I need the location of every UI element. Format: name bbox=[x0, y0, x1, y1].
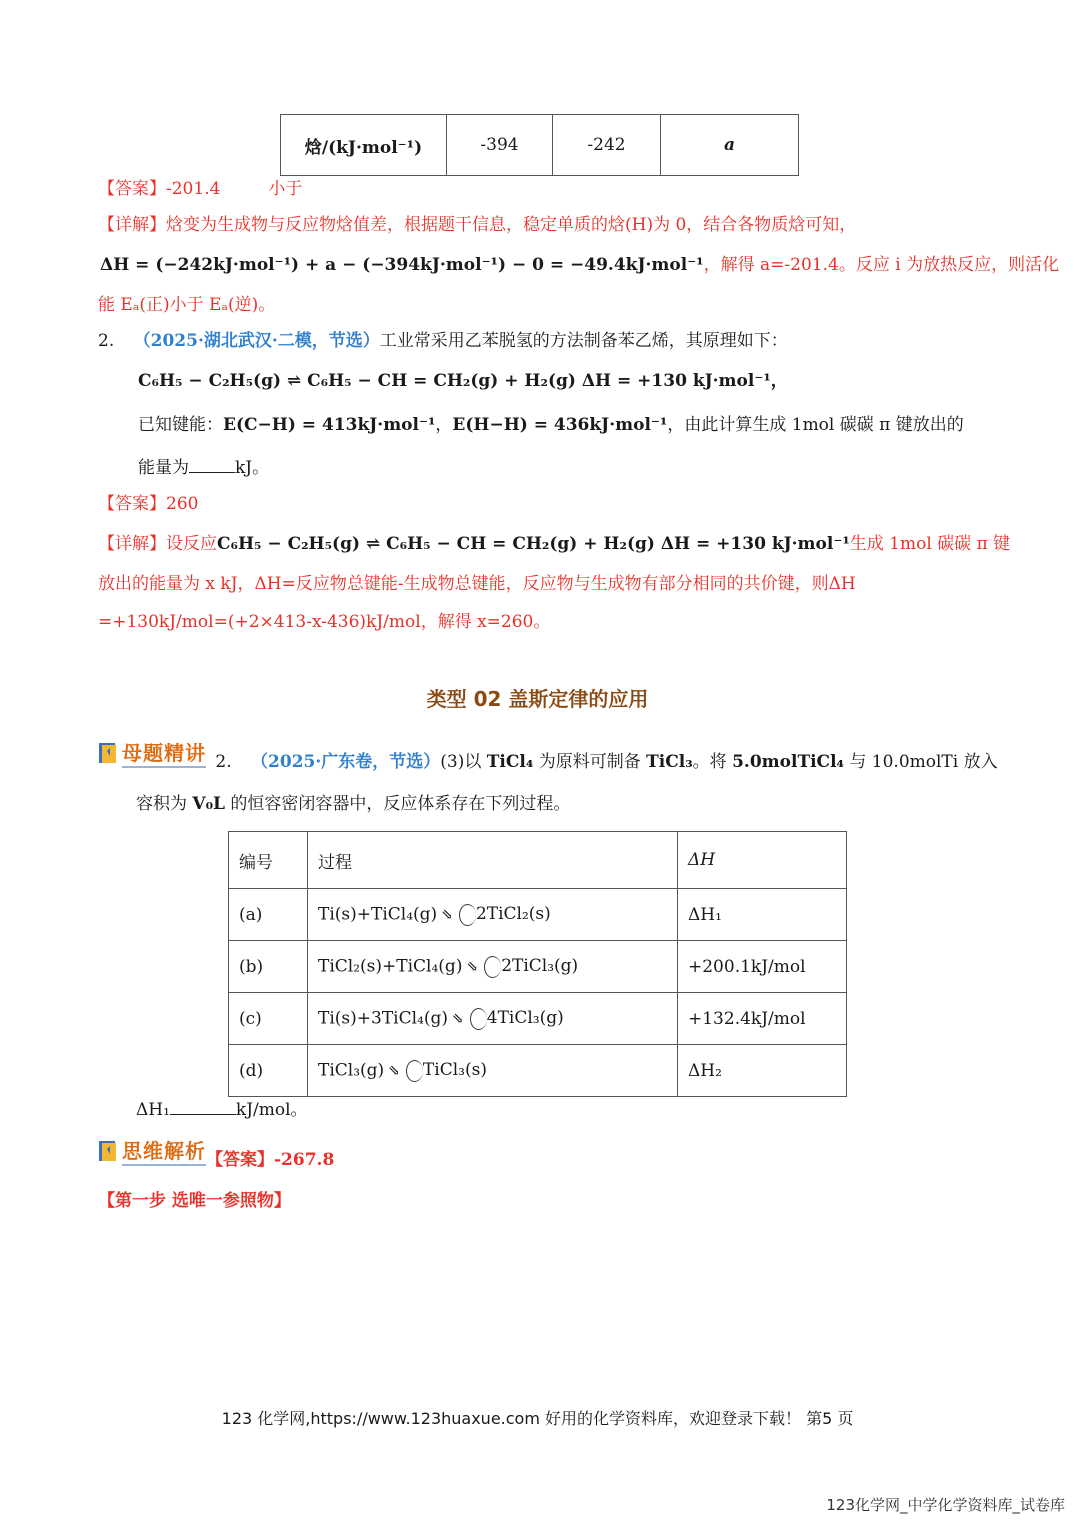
analysis-line bbox=[98, 1138, 334, 1173]
answer-value: -267.8 bbox=[274, 1150, 335, 1170]
detail-reaction: C₆H₅ − C₂H₅(g) ⇌ C₆H₅ − CH = CH₂(g) + H₂(g) ΔH = +130 kJ·mol⁻¹ bbox=[217, 534, 850, 554]
detail-text: ，解得 a=-201.4。反应 i 为放热反应，则活化 bbox=[703, 255, 1060, 275]
question-text: 与 10.0molTi 放入 bbox=[843, 752, 998, 772]
badge-label: 母题精讲 bbox=[122, 740, 206, 768]
detail-text: 生成 1mol 碳碳 π 键 bbox=[849, 534, 1011, 554]
question-source: （2025·湖北武汉·二模，节选） bbox=[133, 331, 380, 351]
q2-reaction: C₆H₅ − C₂H₅(g) ⇌ C₆H₅ − CH = CH₂(g) + H₂(g) ΔH = +130 kJ·mol⁻¹， bbox=[138, 371, 788, 391]
header-cell: ΔH bbox=[678, 832, 847, 889]
question-text: 。将 bbox=[692, 752, 733, 772]
q2-detail-line2: 放出的能量为 x kJ，ΔH=反应物总键能-生成物总键能，反应物与生成物有部分相同的共价键，则ΔH bbox=[98, 574, 856, 594]
circle-mark-icon bbox=[470, 1008, 487, 1030]
enthalpy-table bbox=[280, 114, 799, 176]
badge-label: 思维解析 bbox=[122, 1138, 206, 1166]
row-process: Ti(s)+3TiCl₄(g) ⇘ 4TiCl₃(g) bbox=[308, 993, 678, 1045]
answer-tag: 【答案】 bbox=[98, 179, 166, 199]
table-row bbox=[229, 941, 847, 993]
row-id: (b) bbox=[229, 941, 308, 993]
q2-detail-line3: =+130kJ/mol=(+2×413-x-436)kJ/mol，解得 x=260。 bbox=[98, 612, 551, 632]
row-process: TiCl₃(g) ⇘ TiCl₃(s) bbox=[308, 1045, 678, 1097]
enthalpy-value-cell: -394 bbox=[447, 115, 553, 176]
question-text: 为原料可制备 bbox=[533, 752, 647, 772]
enthalpy-value-cell: a bbox=[661, 115, 799, 176]
question-text: (3)以 bbox=[440, 752, 487, 772]
process-table bbox=[228, 831, 847, 1097]
question-number: 2. bbox=[215, 752, 232, 772]
row-dh: +132.4kJ/mol bbox=[678, 993, 847, 1045]
question-source: （2025·广东卷，节选） bbox=[251, 752, 441, 772]
answer-blank[interactable] bbox=[170, 1096, 236, 1115]
formula-ticl4: TiCl₄ bbox=[486, 752, 534, 772]
q2-stem bbox=[98, 328, 788, 354]
circle-mark-icon bbox=[484, 956, 501, 978]
bond-tail: ，由此计算生成 1mol 碳碳 π 键放出的 bbox=[667, 415, 964, 435]
table-header-row bbox=[229, 832, 847, 889]
bond-prefix: 已知键能： bbox=[138, 415, 223, 435]
section-title: 类型 02 盖斯定律的应用 bbox=[426, 687, 649, 711]
detail-equation: ΔH = (−242kJ·mol⁻¹) + a − (−394kJ·mol⁻¹) − 0 = −49.4kJ·mol⁻¹ bbox=[100, 255, 704, 275]
enthalpy-label-cell: 焓/(kJ·mol⁻¹) bbox=[281, 115, 447, 176]
formula-amount: 5.0molTiCl₄ bbox=[732, 752, 844, 772]
bond-energy-ch: E(C−H) = 413kJ·mol⁻¹ bbox=[223, 415, 436, 435]
mother-question-line2 bbox=[136, 791, 570, 817]
q2-answer bbox=[98, 491, 198, 517]
page-footer: 123 化学网,https://www.123huaxue.com 好用的化学资料库，欢迎登录下载！ 第5 页 bbox=[221, 1409, 854, 1428]
detail-text: 设反应 bbox=[166, 534, 217, 554]
table-row bbox=[229, 993, 847, 1045]
question-text: 工业常采用乙苯脱氢的方法制备苯乙烯，其原理如下： bbox=[379, 331, 788, 351]
q2-energy bbox=[138, 454, 269, 481]
answer-extra: 小于 bbox=[268, 179, 303, 199]
question-text: 容积为 bbox=[136, 794, 193, 814]
row-dh: +200.1kJ/mol bbox=[678, 941, 847, 993]
row-dh: ΔH₁ bbox=[678, 889, 847, 941]
mother-badge bbox=[98, 740, 206, 768]
circle-mark-icon bbox=[406, 1060, 423, 1082]
arrow-icon: ⇘ bbox=[452, 1011, 464, 1027]
bookmark-icon bbox=[98, 1139, 120, 1165]
arrow-icon: ⇘ bbox=[466, 959, 479, 975]
formula-volume: V₀L bbox=[192, 794, 225, 814]
separator: ， bbox=[435, 415, 453, 435]
dh1-unit: kJ/mol。 bbox=[235, 1100, 308, 1120]
table-row bbox=[229, 889, 847, 941]
answer-tag: 【答案】 bbox=[206, 1150, 274, 1170]
energy-suffix: kJ。 bbox=[235, 458, 270, 478]
arrow-icon: ⇘ bbox=[388, 1063, 400, 1079]
answer-value: 260 bbox=[166, 494, 199, 514]
row-id: (a) bbox=[229, 889, 308, 941]
row-id: (d) bbox=[229, 1045, 308, 1097]
q2-detail-line1 bbox=[98, 531, 1010, 557]
step-heading: 【第一步 选唯一参照物】 bbox=[98, 1191, 291, 1211]
table-row bbox=[229, 1045, 847, 1097]
row-dh: ΔH₂ bbox=[678, 1045, 847, 1097]
row-id: (c) bbox=[229, 993, 308, 1045]
circle-mark-icon bbox=[459, 904, 476, 926]
energy-prefix: 能量为 bbox=[138, 458, 189, 478]
q1-detail-line3: 能 Eₐ(正)小于 Eₐ(逆)。 bbox=[98, 295, 276, 315]
row-process: TiCl₂(s)+TiCl₄(g) ⇘ 2TiCl₃(g) bbox=[308, 941, 678, 993]
dh1-blank-line bbox=[136, 1096, 308, 1123]
detail-tag: 【详解】 bbox=[98, 215, 166, 235]
bond-energy-hh: E(H−H) = 436kJ·mol⁻¹ bbox=[452, 415, 668, 435]
q2-bond-energy bbox=[138, 412, 964, 438]
q1-detail-line2 bbox=[100, 252, 1059, 278]
detail-tag: 【详解】 bbox=[98, 534, 166, 554]
detail-text: 焓变为生成物与反应物焓值差，根据题干信息，稳定单质的焓(H)为 0，结合各物质焓可知， bbox=[166, 215, 857, 235]
answer-blank[interactable] bbox=[189, 454, 235, 473]
question-text: 的恒容密闭容器中，反应体系存在下列过程。 bbox=[225, 794, 571, 814]
analysis-badge bbox=[98, 1138, 206, 1166]
dh1-label: ΔH₁ bbox=[136, 1100, 170, 1120]
q1-answer bbox=[98, 176, 302, 202]
enthalpy-value-cell: -242 bbox=[553, 115, 661, 176]
watermark: 123化学网_中学化学资料库_试卷库 bbox=[826, 1496, 1065, 1514]
bookmark-icon bbox=[98, 741, 120, 767]
answer-tag: 【答案】 bbox=[98, 494, 166, 514]
question-number: 2. bbox=[98, 331, 115, 351]
header-cell: 编号 bbox=[229, 832, 308, 889]
q1-detail-line1 bbox=[98, 212, 856, 238]
mother-question-line1 bbox=[98, 740, 998, 775]
formula-ticl3: TiCl₃ bbox=[646, 752, 693, 772]
answer-value: -201.4 bbox=[166, 179, 221, 199]
row-process: Ti(s)+TiCl₄(g) ⇘ 2TiCl₂(s) bbox=[308, 889, 678, 941]
arrow-icon: ⇘ bbox=[441, 907, 453, 923]
header-cell: 过程 bbox=[308, 832, 678, 889]
